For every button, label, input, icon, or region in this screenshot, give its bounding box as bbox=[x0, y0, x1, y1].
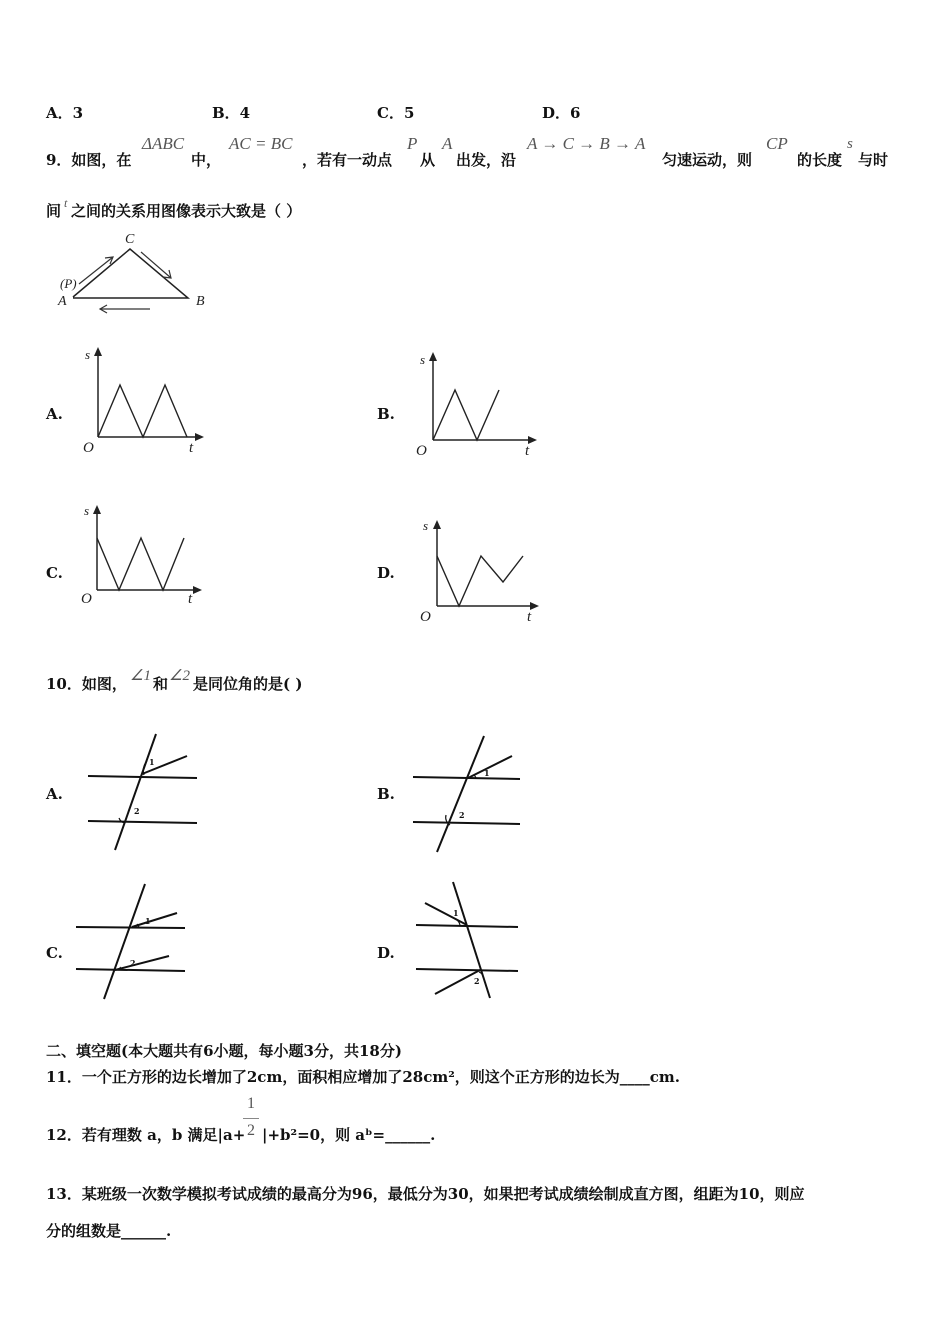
triangle-outline bbox=[73, 249, 188, 298]
q10-angle-2: ∠2 bbox=[169, 668, 190, 684]
q10-figure-b bbox=[410, 733, 530, 858]
q11-text: 11．一个正方形的边长增加了2cm，面积相应增加了28cm²，则这个正方形的边长为____cm. bbox=[46, 1068, 680, 1086]
arrow-cb bbox=[141, 252, 171, 278]
q10-angle-1: ∠1 bbox=[130, 668, 151, 684]
option-b-q8: B．4 bbox=[212, 104, 251, 122]
q9-text: 从 bbox=[420, 151, 436, 169]
q10-d-label-1: 1 bbox=[453, 908, 459, 918]
q10-option-c: C. bbox=[46, 944, 63, 962]
q12-text-pre: 12．若有理数 a，b 满足|a+ bbox=[46, 1126, 246, 1144]
arrow-ac bbox=[79, 257, 113, 284]
q10-b-label-1: 1 bbox=[484, 768, 490, 778]
q9-option-b: B. bbox=[377, 405, 395, 423]
q9-variable-s: s bbox=[847, 136, 853, 152]
graph-b-s-label: s bbox=[420, 352, 426, 367]
q10-option-b: B. bbox=[377, 785, 395, 803]
q9-text: 的长度 bbox=[797, 151, 843, 169]
q10-number: 10．如图， bbox=[46, 675, 127, 693]
q12-fraction-bar bbox=[243, 1118, 259, 1119]
section-heading-fill-in: 二、填空题(本大题共有6小题，每小题3分，共18分) bbox=[46, 1042, 402, 1060]
graph-a-origin: O bbox=[83, 440, 94, 456]
q13-line2: 分的组数是______. bbox=[46, 1222, 172, 1240]
q10-figure-d bbox=[413, 880, 533, 1005]
q12-fraction-numerator: 1 bbox=[247, 1095, 255, 1112]
q12-text-post: |+b²=0，则 aᵇ=______. bbox=[262, 1126, 436, 1144]
q9-text: 与时 bbox=[858, 151, 889, 169]
q10-a-label-2: 2 bbox=[134, 806, 140, 816]
q9-variable-t: t bbox=[64, 196, 68, 210]
graph-d-t-label: t bbox=[527, 609, 532, 625]
q13-line1: 13．某班级一次数学模拟考试成绩的最高分为96，最低分为30，如果把考试成绩绘制成直方图，组距为10，则应 bbox=[46, 1185, 805, 1203]
q9-path: A → C → B → A bbox=[527, 134, 646, 153]
q10-figure-c bbox=[73, 880, 193, 1005]
q12-fraction-denominator: 2 bbox=[247, 1122, 255, 1139]
graph-d-s-label: s bbox=[423, 518, 429, 533]
q10-text: 是同位角的是( ) bbox=[193, 675, 303, 693]
q10-b-label-2: 2 bbox=[459, 810, 465, 820]
q9-text: 出发，沿 bbox=[456, 151, 517, 169]
q10-a-label-1: 1 bbox=[149, 757, 155, 767]
graph-c-s-label: s bbox=[84, 503, 90, 518]
q9-point-p: P bbox=[407, 134, 418, 153]
q9-triangle-figure bbox=[55, 232, 215, 317]
option-a-q8: A．3 bbox=[46, 104, 84, 122]
graph-b-origin: O bbox=[416, 443, 427, 459]
graph-c-t-label: t bbox=[188, 591, 193, 607]
q9-option-a: A. bbox=[46, 405, 63, 423]
option-d-q8: D．6 bbox=[542, 104, 581, 122]
graph-b-curve bbox=[433, 390, 499, 440]
graph-a bbox=[80, 345, 210, 455]
graph-c-origin: O bbox=[81, 591, 92, 607]
q9-text: ，若有一动点 bbox=[302, 151, 393, 169]
q10-text: 和 bbox=[153, 675, 169, 693]
q10-option-a: A. bbox=[46, 785, 63, 803]
q9-triangle: ΔABC bbox=[142, 134, 185, 153]
triangle-label-a: A bbox=[58, 294, 67, 309]
q9-text: 之间的关系用图像表示大致是（ ） bbox=[71, 202, 302, 220]
graph-b-t-label: t bbox=[525, 443, 530, 459]
triangle-label-b: B bbox=[196, 294, 205, 309]
graph-a-s-label: s bbox=[85, 347, 91, 362]
graph-c-curve bbox=[97, 538, 184, 590]
q9-text: 中， bbox=[191, 151, 222, 169]
graph-a-t-label: t bbox=[189, 440, 194, 456]
q9-text: 匀速运动，则 bbox=[662, 151, 753, 169]
triangle-label-p: (P) bbox=[60, 276, 77, 291]
q9-segment-cp: CP bbox=[766, 134, 788, 153]
q10-c-label-2: 2 bbox=[130, 958, 136, 968]
q10-c-label-1: 1 bbox=[145, 916, 151, 926]
q9-option-c: C. bbox=[46, 564, 63, 582]
q9-option-d: D. bbox=[377, 564, 395, 582]
graph-a-curve bbox=[98, 385, 187, 437]
q9-equality: AC = BC bbox=[229, 134, 293, 153]
q10-d-label-2: 2 bbox=[474, 976, 480, 986]
q9-text: 间 bbox=[46, 202, 62, 220]
graph-d-curve bbox=[437, 556, 523, 606]
q10-figure-a bbox=[85, 730, 205, 855]
q10-option-d: D. bbox=[377, 944, 395, 962]
option-c-q8: C．5 bbox=[377, 104, 415, 122]
triangle-label-c: C bbox=[125, 232, 135, 247]
q9-point-a: A bbox=[442, 134, 453, 153]
graph-d-origin: O bbox=[420, 609, 431, 625]
q9-number: 9．如图，在 bbox=[46, 151, 132, 169]
